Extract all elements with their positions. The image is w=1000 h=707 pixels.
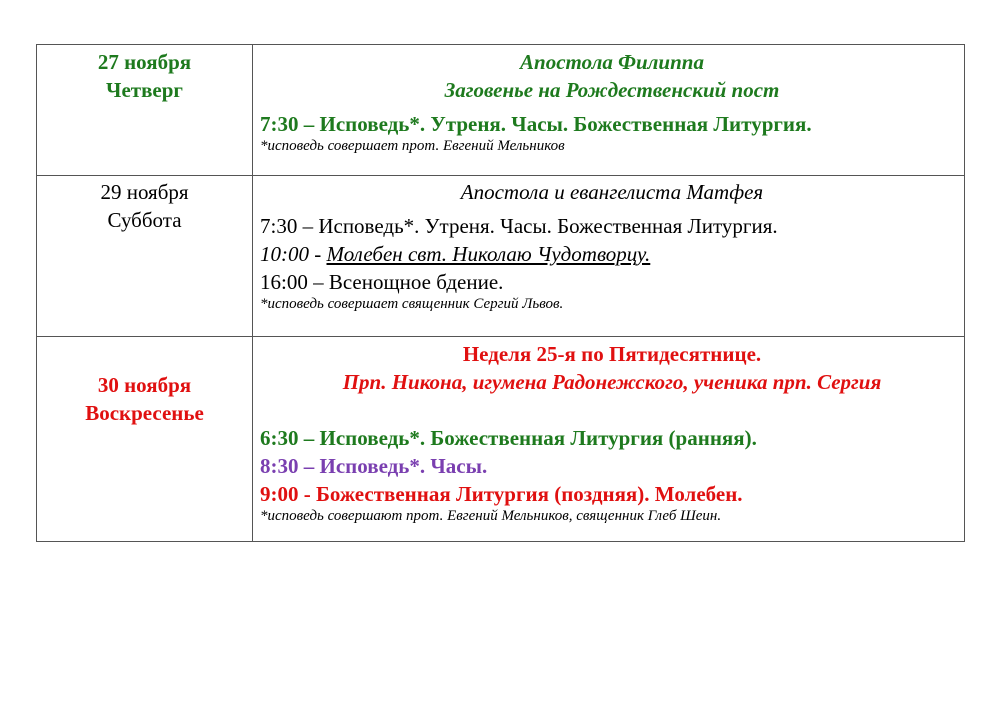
feast-title: Апостола Филиппа xyxy=(520,50,704,74)
service-line: 7:30 – Исповедь*. Утреня. Часы. Божественная Литургия. xyxy=(260,214,778,238)
date: 30 ноября xyxy=(97,373,192,397)
service-line: 9:00 - Божественная Литургия (поздняя). Молебен. xyxy=(260,482,743,506)
feast-subtitle: Прп. Никона, игумена Радонежского, ученика прп. Сергия xyxy=(342,370,882,394)
date-cell xyxy=(37,45,253,176)
schedule-row xyxy=(37,337,965,542)
confession-note: *исповедь совершает священник Сергий Львов. xyxy=(260,296,564,312)
weekday: Четверг xyxy=(106,78,183,102)
feast-subtitle: Заговенье на Рождественский пост xyxy=(444,78,780,102)
service-line: 6:30 – Исповедь*. Божественная Литургия (ранняя). xyxy=(260,426,757,450)
feast-title: Неделя 25-я по Пятидесятнице. xyxy=(462,342,762,366)
service-line: 8:30 – Исповедь*. Часы. xyxy=(260,454,488,478)
date-cell xyxy=(37,337,253,542)
weekday: Суббота xyxy=(107,208,182,232)
services-cell xyxy=(253,337,965,542)
schedule-row xyxy=(37,176,965,337)
feast-title: Апостола и евангелиста Матфея xyxy=(460,180,764,204)
moleben-text: Молебен свт. Николаю Чудотворцу. xyxy=(326,242,651,266)
confession-note: *исповедь совершают прот. Евгений Мельников, священник Глеб Шеин. xyxy=(260,508,722,524)
schedule-table xyxy=(36,44,965,542)
schedule-row xyxy=(37,45,965,176)
service-time: 10:00 - xyxy=(260,242,327,266)
services-cell xyxy=(253,45,965,176)
date: 27 ноября xyxy=(97,50,192,74)
services-cell xyxy=(253,176,965,337)
service-line xyxy=(260,240,964,268)
service-line: 7:30 – Исповедь*. Утреня. Часы. Божественная Литургия. xyxy=(260,112,812,136)
date: 29 ноября xyxy=(100,180,189,204)
service-line: 16:00 – Всенощное бдение. xyxy=(260,270,504,294)
weekday: Воскресенье xyxy=(85,401,204,425)
date-cell xyxy=(37,176,253,337)
confession-note: *исповедь совершает прот. Евгений Мельников xyxy=(260,138,565,154)
